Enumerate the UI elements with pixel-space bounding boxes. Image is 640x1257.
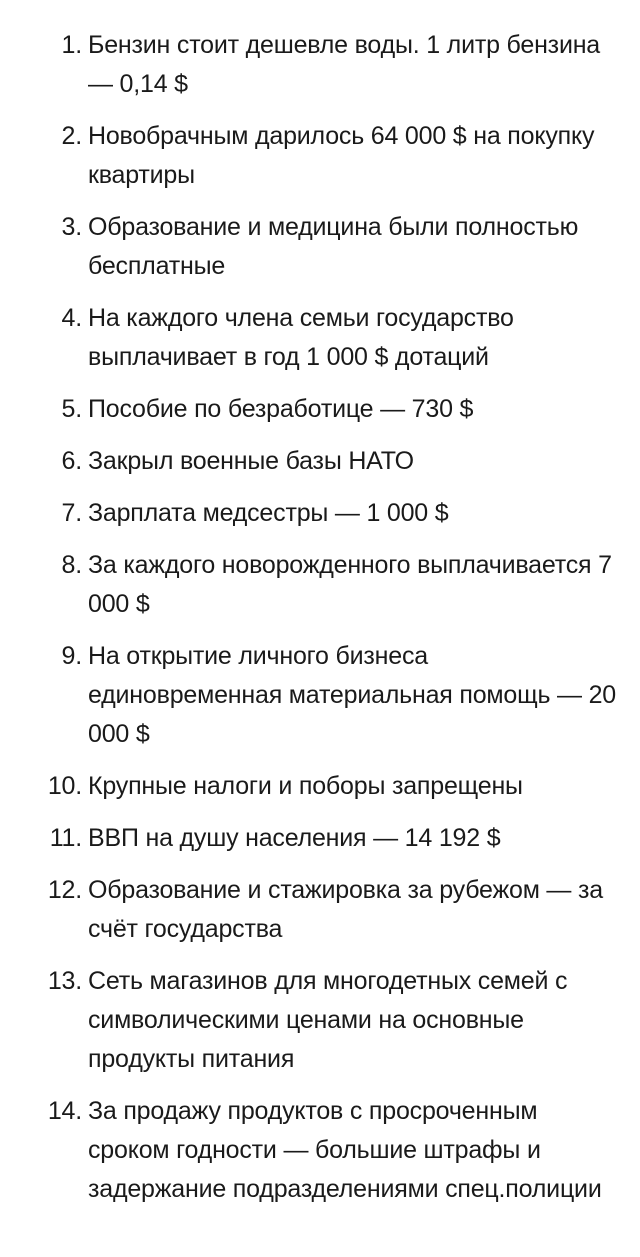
- item-text: Крупные налоги и поборы запрещены: [88, 772, 523, 800]
- item-number: 4.: [61, 304, 82, 332]
- item-text: За каждого новорожденного выплачивается 7 000 $: [88, 551, 612, 618]
- item-number: 7.: [61, 499, 82, 527]
- item-number: 11.: [49, 824, 82, 852]
- list-item: [0, 390, 620, 429]
- list-item: [0, 26, 620, 104]
- item-text: Новобрачным дарилось 64 000 $ на покупку квартиры: [88, 122, 595, 189]
- item-text: Закрыл военные базы НАТО: [88, 447, 414, 475]
- item-number: 13.: [47, 967, 82, 995]
- list-item: [0, 442, 620, 481]
- item-number: 1.: [61, 31, 82, 59]
- list-item: [0, 871, 620, 949]
- item-text: На каждого члена семьи государство выплачивает в год 1 000 $ дотаций: [88, 304, 514, 371]
- item-text: За продажу продуктов с просроченным сроком годности — большие штрафы и задержание подразделениями спец.полиции: [88, 1097, 602, 1203]
- list-item: [0, 819, 620, 858]
- list-item: [0, 1092, 620, 1209]
- item-number: 14.: [47, 1097, 82, 1125]
- item-number: 3.: [61, 213, 82, 241]
- list-item: [0, 117, 620, 195]
- list-item: [0, 494, 620, 533]
- item-text: ВВП на душу населения — 14 192 $: [88, 824, 501, 852]
- item-number: 5.: [61, 395, 82, 423]
- item-number: 8.: [61, 551, 82, 579]
- item-text: Сеть магазинов для многодетных семей с символическими ценами на основные продукты питания: [88, 967, 568, 1073]
- list-item: [0, 546, 620, 624]
- item-number: 2.: [61, 122, 82, 150]
- item-text: Пособие по безработице — 730 $: [88, 395, 474, 423]
- item-text: Образование и стажировка за рубежом — за счёт государства: [88, 876, 603, 943]
- item-number: 10.: [47, 772, 82, 800]
- list-item: [0, 208, 620, 286]
- list-item: [0, 962, 620, 1079]
- item-number: 6.: [61, 447, 82, 475]
- list-item: [0, 299, 620, 377]
- list-item: [0, 767, 620, 806]
- item-number: 12.: [47, 876, 82, 904]
- item-text: Зарплата медсестры — 1 000 $: [88, 499, 449, 527]
- item-number: 9.: [61, 642, 82, 670]
- item-text: Бензин стоит дешевле воды. 1 литр бензина — 0,14 $: [88, 31, 601, 98]
- item-text: Образование и медицина были полностью бесплатные: [88, 213, 579, 280]
- list-item: [0, 637, 620, 754]
- item-text: На открытие личного бизнеса единовременная материальная помощь — 20 000 $: [88, 642, 617, 748]
